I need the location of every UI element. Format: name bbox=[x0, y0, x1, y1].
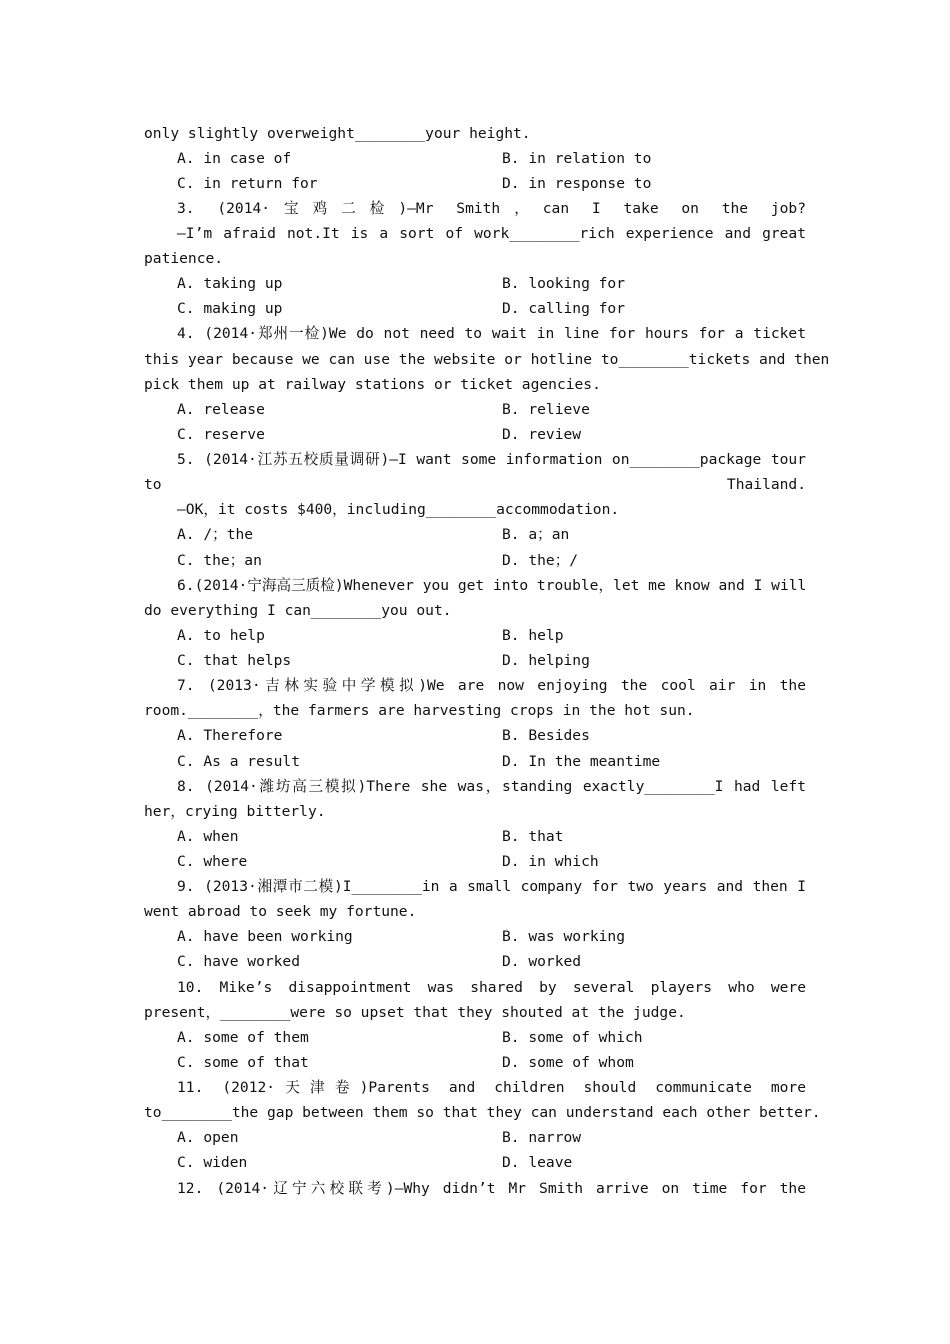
question-11-option: D. leave bbox=[502, 1154, 573, 1172]
question-4-option: D. review bbox=[502, 425, 582, 443]
question-3-text-line: 3. (2014·宝鸡二检)—Mr Smith，can I take on the job? bbox=[177, 199, 806, 217]
question-10-option: D. some of whom bbox=[502, 1053, 634, 1071]
question-3-option: C. making up bbox=[177, 300, 283, 318]
question-5-option: C. the；an bbox=[177, 551, 262, 569]
question-10-option: B. some of which bbox=[502, 1028, 643, 1046]
question-4-text-line: this year because we can use the website or hotline to________tickets and then bbox=[144, 350, 830, 368]
question-4-option: A. release bbox=[177, 400, 265, 418]
question-8-text-line: 8. (2014·潍坊高三模拟)There she was，standing exactly________I had left bbox=[177, 777, 806, 795]
question-10-option: C. some of that bbox=[177, 1053, 309, 1071]
question-5-text-line: 5. (2014·江苏五校质量调研)—I want some information on________package tour bbox=[177, 451, 806, 469]
question-10-text-line: present，________were so upset that they shouted at the judge. bbox=[144, 1003, 686, 1021]
question-3-text-line: patience. bbox=[144, 250, 224, 268]
question-4-option: B. relieve bbox=[502, 400, 590, 418]
question-6-text-line: do everything I can________you out. bbox=[144, 601, 452, 619]
question-11-option: C. widen bbox=[177, 1154, 248, 1172]
question-9-option: D. worked bbox=[502, 953, 582, 971]
question-3-option: B. looking for bbox=[502, 275, 626, 293]
question-8-text-line: her，crying bitterly. bbox=[144, 802, 326, 820]
question-7-option: A. Therefore bbox=[177, 727, 283, 745]
question-10-option: A. some of them bbox=[177, 1028, 309, 1046]
question-4-text-line: 4. (2014·郑州一检)We do not need to wait in line for hours for a ticket bbox=[177, 325, 806, 343]
question-5-text-line: —OK，it costs $400，including________accommodation. bbox=[177, 501, 620, 519]
question-9-option: B. was working bbox=[502, 928, 626, 946]
question-6-text-line: 6.(2014·宁海高三质检)Whenever you get into trouble，let me know and I will bbox=[177, 576, 807, 594]
question-2-option: D. in response to bbox=[502, 174, 652, 192]
question-text-line: only slightly overweight________your height. bbox=[144, 124, 531, 142]
question-8-option: B. that bbox=[502, 827, 564, 845]
question-9-option: A. have been working bbox=[177, 928, 353, 946]
question-8-option: D. in which bbox=[502, 852, 599, 870]
question-7-text-line: room.________，the farmers are harvesting crops in the hot sun. bbox=[144, 702, 695, 720]
question-5-option: A. /；the bbox=[177, 526, 254, 544]
question-3-option: D. calling for bbox=[502, 300, 626, 318]
question-2-option: C. in return for bbox=[177, 174, 318, 192]
question-8-option: A. when bbox=[177, 827, 239, 845]
question-11-text-line: 11. (2012·天津卷)Parents and children should communicate more bbox=[177, 1079, 806, 1097]
question-9-option: C. have worked bbox=[177, 953, 301, 971]
question-2-option: A. in case of bbox=[177, 149, 292, 167]
question-7-option: C. As a result bbox=[177, 752, 301, 770]
question-3-option: A. taking up bbox=[177, 275, 283, 293]
question-4-text-line: pick them up at railway stations or ticket agencies. bbox=[144, 375, 601, 393]
question-12-text-line: 12. (2014·辽宁六校联考)—Why didn’t Mr Smith arrive on time for the bbox=[177, 1179, 806, 1197]
question-9-text-line: 9. (2013·湘潭市二模)I________in a small company for two years and then I bbox=[177, 878, 806, 896]
question-10-text-line: 10. Mike’s disappointment was shared by several players who were bbox=[177, 978, 806, 996]
question-3-text-line: —I’m afraid not.It is a sort of work________rich experience and great bbox=[177, 224, 806, 242]
question-4-option: C. reserve bbox=[177, 425, 265, 443]
question-9-text-line: went abroad to seek my fortune. bbox=[144, 903, 417, 921]
question-6-option: D. helping bbox=[502, 652, 590, 670]
question-5-option: D. the；/ bbox=[502, 551, 579, 569]
question-2-option: B. in relation to bbox=[502, 149, 652, 167]
question-7-option: B. Besides bbox=[502, 727, 590, 745]
question-6-option: C. that helps bbox=[177, 652, 292, 670]
question-6-option: A. to help bbox=[177, 626, 265, 644]
question-11-text-line: to________the gap between them so that they can understand each other better. bbox=[144, 1104, 821, 1122]
question-8-option: C. where bbox=[177, 852, 248, 870]
question-7-option: D. In the meantime bbox=[502, 752, 661, 770]
question-11-option: A. open bbox=[177, 1129, 239, 1147]
question-5-option: B. a；an bbox=[502, 526, 570, 544]
question-7-text-line: 7. (2013·吉林实验中学模拟)We are now enjoying the cool air in the bbox=[177, 677, 806, 695]
question-5-text-line: to Thailand. bbox=[144, 476, 806, 494]
question-11-option: B. narrow bbox=[502, 1129, 582, 1147]
question-6-option: B. help bbox=[502, 626, 564, 644]
